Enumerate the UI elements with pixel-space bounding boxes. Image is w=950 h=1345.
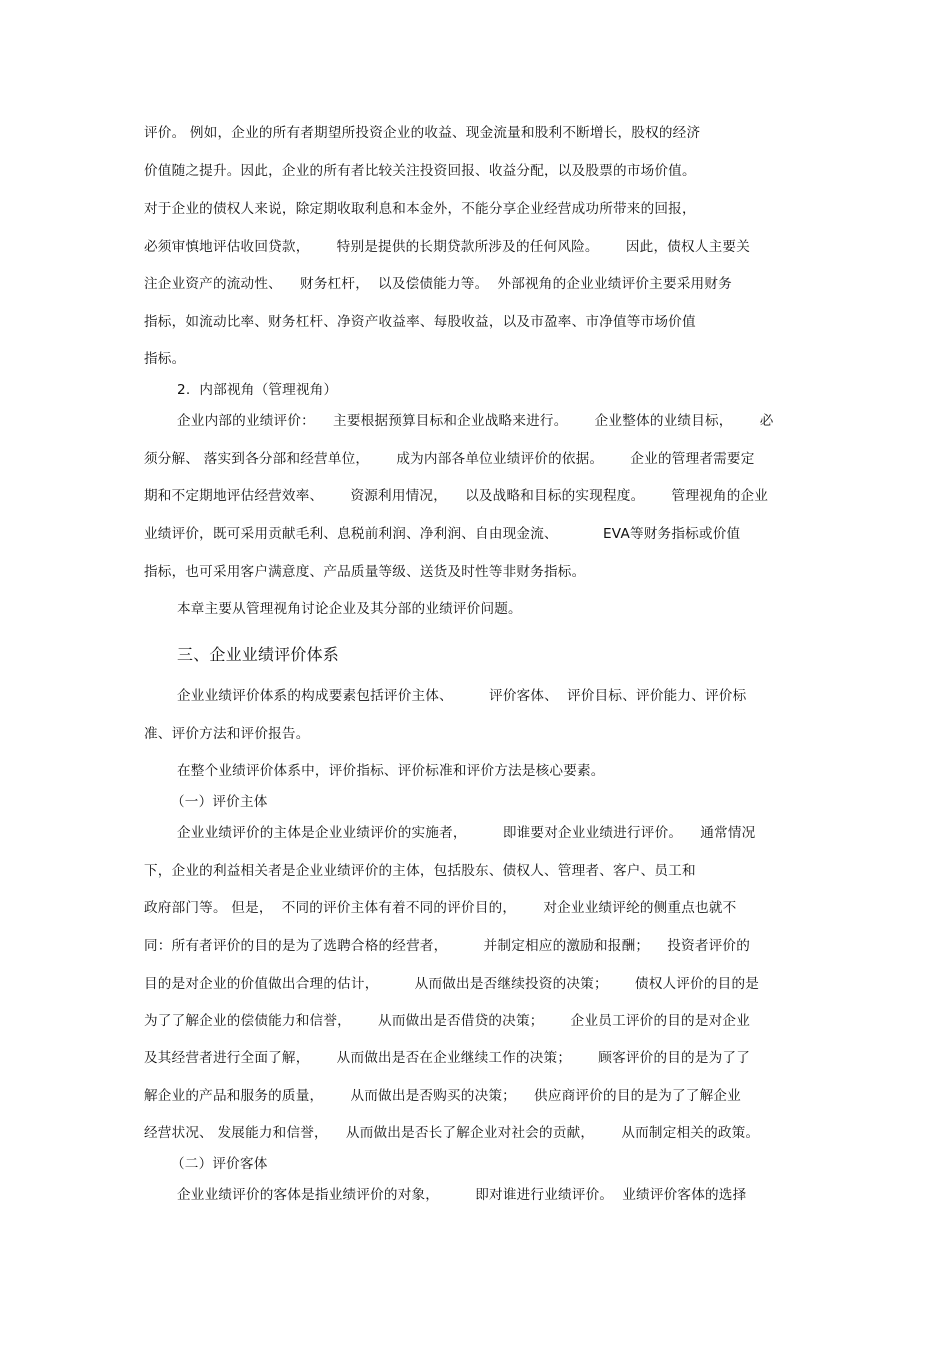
text-line-14: 本章主要从管理视角讨论企业及其分部的业绩评价问题。 <box>177 601 522 617</box>
text-line-11: 期和不定期地评估经营效率、 资源利用情况， 以及战略和目标的实现程度。 管理视角的企业 <box>144 488 769 504</box>
text-line-23: 同：所有者评价的目的是为了选聘合格的经营者， 并制定相应的激励和报酬； 投资者评价的 <box>144 938 750 954</box>
text-line-2: 价值随之提升。因此，企业的所有者比较关注投资回报、收益分配，以及股票的市场价值。 <box>144 163 696 179</box>
text-line-10: 须分解、 落实到各分部和经营单位， 成为内部各单位业绩评价的依据。 企业的管理者需要定 <box>144 451 755 467</box>
text-line-3: 对于企业的债权人来说，除定期收取利息和本金外，不能分享企业经营成功所带来的回报， <box>144 201 696 217</box>
text-line-13: 指标，也可采用客户满意度、产品质量等级、送货及时性等非财务指标。 <box>144 564 586 580</box>
section-heading-internal: 2. 内部视角（管理视角） <box>177 382 338 398</box>
text-line-4: 必须审慎地评估收回贷款， 特别是提供的长期贷款所涉及的任何风险。 因此，债权人主要关 <box>144 239 750 255</box>
text-line-5: 注企业资产的流动性、 财务杠杆， 以及偿债能力等。 外部视角的企业业绩评价主要采用财务 <box>144 276 732 292</box>
text-line-7: 指标。 <box>144 351 186 367</box>
subsection-heading-subject: （一）评价主体 <box>171 794 268 810</box>
text-line-25: 为了了解企业的偿债能力和信誉， 从而做出是否借贷的决策； 企业员工评价的目的是对企业 <box>144 1013 750 1029</box>
text-line-17: 准、评价方法和评价报告。 <box>144 726 310 742</box>
text-line-12: 业绩评价，既可采用贡献毛利、息税前利润、净利润、自由现金流、 EVA等财务指标或价值 <box>144 526 741 542</box>
text-line-24: 目的是对企业的价值做出合理的估计， 从而做出是否继续投资的决策； 债权人评价的目的是 <box>144 976 760 992</box>
text-line-28: 经营状况、 发展能力和信誉， 从而做出是否长了解企业对社会的贡献， 从而制定相关的政策。 <box>144 1125 760 1141</box>
subsection-heading-object: （二）评价客体 <box>171 1156 268 1172</box>
text-line-22: 政府部门等。 但是， 不同的评价主体有着不同的评价目的， 对企业业绩评纶的侧重点也就不 <box>144 900 737 916</box>
text-line-20: 企业业绩评价的主体是企业业绩评价的实施者， 即谁要对企业业绩进行评价。 通常情况 <box>177 825 756 841</box>
text-line-30: 企业业绩评价的客体是指业绩评价的对象， 即对谁进行业绩评价。 业绩评价客体的选择 <box>177 1187 747 1203</box>
text-line-18: 在整个业绩评价体系中，评价指标、评价标准和评价方法是核心要素。 <box>177 763 605 779</box>
text-line-26: 及其经营者进行全面了解， 从而做出是否在企业继续工作的决策； 顾客评价的目的是为了了 <box>144 1050 750 1066</box>
text-line-16: 企业业绩评价体系的构成要素包括评价主体、 评价客体、 评价目标、评价能力、评价标 <box>177 688 747 704</box>
text-line-27: 解企业的产品和服务的质量， 从而做出是否购买的决策； 供应商评价的目的是为了了解企业 <box>144 1088 741 1104</box>
section-heading-three: 三、企业业绩评价体系 <box>177 645 340 664</box>
text-line-6: 指标，如流动比率、财务杠杆、净资产收益率、每股收益，以及市盈率、市净值等市场价值 <box>144 314 696 330</box>
text-line-9: 企业内部的业绩评价： 主要根据预算目标和企业战略来进行。 企业整体的业绩目标， 必 <box>177 413 774 429</box>
text-line-21: 下，企业的利益相关者是企业业绩评价的主体，包括股东、债权人、管理者、客户、员工和 <box>144 863 696 879</box>
text-line-1: 评价。 例如，企业的所有者期望所投资企业的收益、现金流量和股利不断增长，股权的经济 <box>144 125 701 141</box>
